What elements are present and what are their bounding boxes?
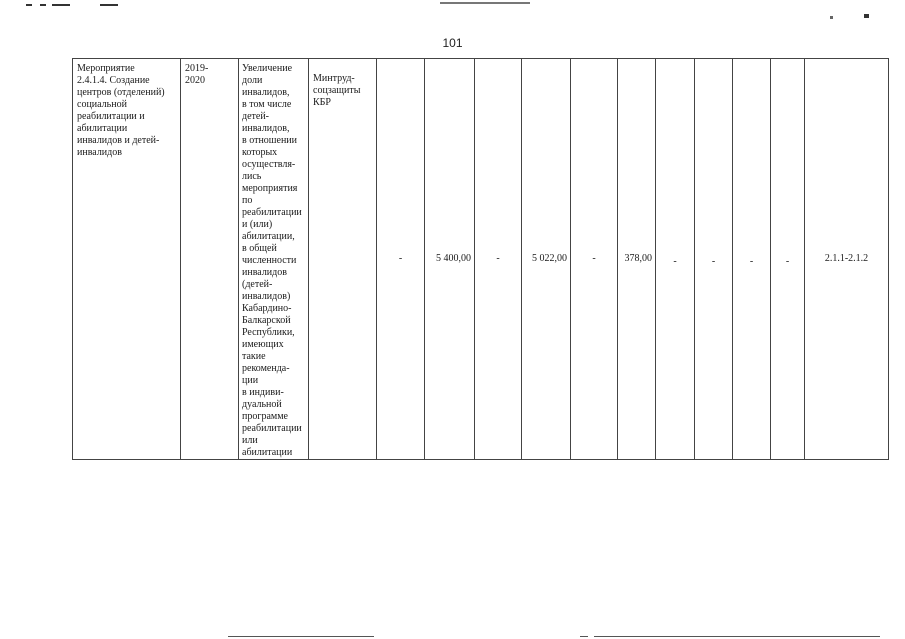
amount-cell: -	[475, 59, 522, 460]
amount-cell: 378,00	[618, 59, 656, 460]
scan-mark	[440, 2, 530, 4]
indicator-cell: Увеличение доли инвалидов, в том числе детей- инвалидов, в отношении которых осуществля- лись мероприятия по реабилитации и (или) абилитации, в общей численности инвалидов (детей- инвалидов) Кабардино- Балкарской Республики, имеющих такие рекоменда- ции в индиви- дуальной программе реабилитации или абилитации	[239, 59, 309, 460]
program-table	[72, 58, 889, 460]
scan-mark	[26, 4, 32, 6]
amount-cell: -	[377, 59, 425, 460]
amount-cell: -	[771, 59, 805, 460]
indicator-link-cell: 2.1.1-2.1.2	[805, 59, 889, 460]
amount-cell: -	[733, 59, 771, 460]
scan-mark	[864, 14, 869, 18]
scan-mark	[830, 16, 833, 19]
scan-mark	[52, 4, 70, 6]
amount-cell: 5 022,00	[522, 59, 571, 460]
executor-cell: Минтруд- соцзащиты КБР	[309, 59, 377, 460]
years-cell: 2019- 2020	[181, 59, 239, 460]
page-number: 101	[442, 36, 463, 50]
scan-mark	[40, 4, 46, 6]
event-cell: Мероприятие 2.4.1.4. Создание центров (отделений) социальной реабилитации и абилитации инвалидов и детей- инвалидов	[73, 59, 181, 460]
scan-mark	[100, 4, 118, 6]
scan-line	[228, 636, 374, 637]
amount-cell: 5 400,00	[425, 59, 475, 460]
scan-line	[594, 636, 880, 637]
scan-line	[580, 636, 588, 637]
amount-cell: -	[571, 59, 618, 460]
amount-cell: -	[695, 59, 733, 460]
amount-cell: -	[656, 59, 695, 460]
table-row	[73, 59, 889, 460]
